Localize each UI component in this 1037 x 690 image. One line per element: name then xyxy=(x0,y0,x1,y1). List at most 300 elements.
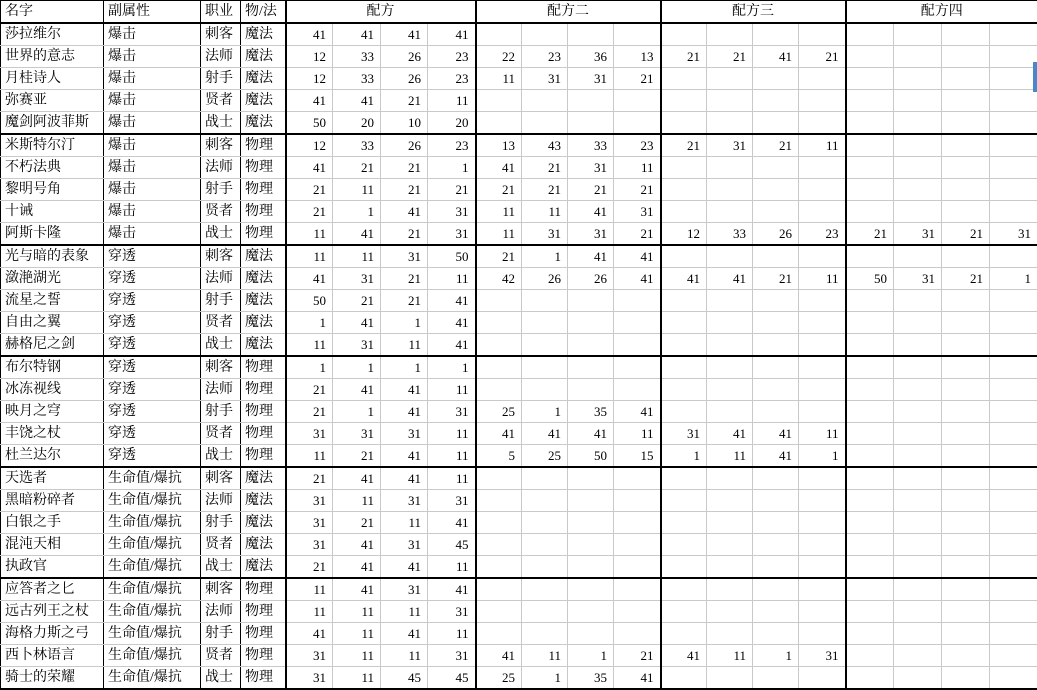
recipe3-value-cell[interactable] xyxy=(753,245,799,268)
sub-attr-cell[interactable]: 穿透 xyxy=(104,245,201,268)
recipe2-value-cell[interactable]: 11 xyxy=(614,423,661,445)
class-cell[interactable]: 刺客 xyxy=(201,578,241,601)
recipe1-value-cell[interactable]: 50 xyxy=(428,245,476,268)
recipe1-value-cell[interactable]: 31 xyxy=(286,645,333,667)
recipe4-value-cell[interactable] xyxy=(846,312,894,334)
recipe3-value-cell[interactable] xyxy=(661,312,707,334)
recipe2-value-cell[interactable] xyxy=(522,623,568,645)
class-cell[interactable]: 战士 xyxy=(201,112,241,135)
recipe1-value-cell[interactable]: 26 xyxy=(381,134,428,157)
recipe2-value-cell[interactable]: 35 xyxy=(568,667,614,690)
recipe3-value-cell[interactable] xyxy=(799,490,846,512)
recipe1-value-cell[interactable]: 21 xyxy=(428,179,476,201)
recipe2-value-cell[interactable]: 1 xyxy=(522,401,568,423)
recipe3-value-cell[interactable]: 41 xyxy=(753,46,799,68)
phys-magic-cell[interactable]: 物理 xyxy=(241,423,286,445)
recipe3-value-cell[interactable] xyxy=(799,179,846,201)
phys-magic-cell[interactable]: 魔法 xyxy=(241,334,286,357)
recipe3-value-cell[interactable] xyxy=(661,379,707,401)
recipe1-value-cell[interactable]: 41 xyxy=(428,312,476,334)
phys-magic-cell[interactable]: 物理 xyxy=(241,223,286,246)
phys-magic-cell[interactable]: 魔法 xyxy=(241,312,286,334)
recipe3-value-cell[interactable]: 11 xyxy=(799,423,846,445)
recipe1-value-cell[interactable]: 11 xyxy=(333,601,381,623)
recipe2-value-cell[interactable]: 41 xyxy=(476,645,522,667)
recipe4-value-cell[interactable] xyxy=(990,379,1037,401)
recipe2-value-cell[interactable] xyxy=(568,379,614,401)
recipe3-value-cell[interactable] xyxy=(661,601,707,623)
recipe2-value-cell[interactable] xyxy=(568,467,614,490)
recipe1-value-cell[interactable]: 41 xyxy=(286,157,333,179)
recipe4-value-cell[interactable]: 21 xyxy=(942,268,990,290)
recipe3-value-cell[interactable] xyxy=(753,157,799,179)
class-cell[interactable]: 刺客 xyxy=(201,23,241,46)
name-cell[interactable]: 执政官 xyxy=(1,556,104,579)
recipe2-value-cell[interactable]: 43 xyxy=(522,134,568,157)
recipe2-value-cell[interactable] xyxy=(614,534,661,556)
recipe4-value-cell[interactable] xyxy=(990,68,1037,90)
recipe2-value-cell[interactable] xyxy=(568,512,614,534)
recipe3-value-cell[interactable] xyxy=(661,245,707,268)
recipe2-value-cell[interactable] xyxy=(614,623,661,645)
recipe2-value-cell[interactable]: 33 xyxy=(568,134,614,157)
recipe4-value-cell[interactable] xyxy=(894,556,942,579)
sub-attr-cell[interactable]: 穿透 xyxy=(104,312,201,334)
class-cell[interactable]: 射手 xyxy=(201,401,241,423)
recipe3-value-cell[interactable] xyxy=(661,68,707,90)
recipe1-value-cell[interactable]: 45 xyxy=(428,667,476,690)
recipe3-value-cell[interactable] xyxy=(753,401,799,423)
recipe4-value-cell[interactable] xyxy=(894,356,942,379)
name-cell[interactable]: 不朽法典 xyxy=(1,157,104,179)
recipe1-value-cell[interactable]: 41 xyxy=(333,90,381,112)
recipe1-value-cell[interactable]: 1 xyxy=(333,401,381,423)
phys-magic-cell[interactable]: 物理 xyxy=(241,179,286,201)
class-cell[interactable]: 贤者 xyxy=(201,201,241,223)
recipe2-value-cell[interactable] xyxy=(522,556,568,579)
recipe1-value-cell[interactable]: 50 xyxy=(286,290,333,312)
recipe3-value-cell[interactable] xyxy=(707,312,753,334)
recipe3-value-cell[interactable] xyxy=(753,512,799,534)
recipe3-value-cell[interactable]: 41 xyxy=(661,268,707,290)
recipe3-value-cell[interactable] xyxy=(799,334,846,357)
recipe3-value-cell[interactable]: 41 xyxy=(661,645,707,667)
name-cell[interactable]: 冰冻视线 xyxy=(1,379,104,401)
recipe3-value-cell[interactable] xyxy=(799,90,846,112)
recipe2-value-cell[interactable] xyxy=(476,312,522,334)
phys-magic-cell[interactable]: 物理 xyxy=(241,157,286,179)
recipe2-value-cell[interactable] xyxy=(476,90,522,112)
phys-magic-cell[interactable]: 魔法 xyxy=(241,512,286,534)
class-cell[interactable]: 战士 xyxy=(201,334,241,357)
recipe2-value-cell[interactable]: 26 xyxy=(568,268,614,290)
recipe4-value-cell[interactable] xyxy=(846,245,894,268)
class-cell[interactable]: 刺客 xyxy=(201,134,241,157)
phys-magic-cell[interactable]: 魔法 xyxy=(241,90,286,112)
recipe2-value-cell[interactable] xyxy=(614,312,661,334)
recipe2-value-cell[interactable] xyxy=(568,334,614,357)
recipe3-value-cell[interactable]: 41 xyxy=(707,268,753,290)
recipe4-value-cell[interactable] xyxy=(990,490,1037,512)
recipe3-value-cell[interactable] xyxy=(753,601,799,623)
sub-attr-cell[interactable]: 爆击 xyxy=(104,157,201,179)
recipe2-value-cell[interactable] xyxy=(568,534,614,556)
recipe4-value-cell[interactable] xyxy=(942,334,990,357)
recipe3-value-cell[interactable] xyxy=(753,334,799,357)
recipe1-value-cell[interactable]: 11 xyxy=(428,90,476,112)
phys-magic-cell[interactable]: 魔法 xyxy=(241,290,286,312)
recipe2-value-cell[interactable]: 21 xyxy=(614,68,661,90)
class-cell[interactable]: 贤者 xyxy=(201,90,241,112)
recipe3-value-cell[interactable]: 26 xyxy=(753,223,799,246)
class-cell[interactable]: 刺客 xyxy=(201,245,241,268)
recipe1-value-cell[interactable]: 21 xyxy=(333,512,381,534)
recipe3-value-cell[interactable] xyxy=(707,401,753,423)
recipe2-value-cell[interactable] xyxy=(476,601,522,623)
recipe3-value-cell[interactable]: 1 xyxy=(661,445,707,468)
recipe4-value-cell[interactable] xyxy=(942,556,990,579)
recipe1-value-cell[interactable]: 21 xyxy=(381,90,428,112)
recipe1-value-cell[interactable]: 31 xyxy=(286,534,333,556)
recipe4-value-cell[interactable] xyxy=(846,68,894,90)
recipe4-value-cell[interactable] xyxy=(990,90,1037,112)
name-cell[interactable]: 杜兰达尔 xyxy=(1,445,104,468)
recipe1-value-cell[interactable]: 21 xyxy=(333,290,381,312)
recipe2-value-cell[interactable] xyxy=(568,23,614,46)
recipe1-value-cell[interactable]: 11 xyxy=(333,490,381,512)
sub-attr-cell[interactable]: 穿透 xyxy=(104,401,201,423)
phys-magic-cell[interactable]: 物理 xyxy=(241,401,286,423)
recipe4-value-cell[interactable] xyxy=(894,179,942,201)
recipe3-value-cell[interactable] xyxy=(661,201,707,223)
recipe1-value-cell[interactable]: 23 xyxy=(428,134,476,157)
name-cell[interactable]: 世界的意志 xyxy=(1,46,104,68)
recipe3-value-cell[interactable]: 31 xyxy=(661,423,707,445)
recipe1-value-cell[interactable]: 41 xyxy=(286,623,333,645)
recipe4-value-cell[interactable]: 21 xyxy=(846,223,894,246)
recipe3-value-cell[interactable]: 11 xyxy=(799,268,846,290)
class-cell[interactable]: 战士 xyxy=(201,667,241,690)
recipe3-value-cell[interactable]: 41 xyxy=(753,445,799,468)
recipe3-value-cell[interactable] xyxy=(661,490,707,512)
recipe4-value-cell[interactable] xyxy=(990,401,1037,423)
class-cell[interactable]: 贤者 xyxy=(201,534,241,556)
recipe2-value-cell[interactable]: 41 xyxy=(522,423,568,445)
class-cell[interactable]: 射手 xyxy=(201,512,241,534)
recipe4-value-cell[interactable] xyxy=(990,46,1037,68)
recipe3-value-cell[interactable] xyxy=(753,90,799,112)
recipe3-value-cell[interactable] xyxy=(799,23,846,46)
recipe4-value-cell[interactable] xyxy=(846,401,894,423)
recipe4-value-cell[interactable] xyxy=(990,601,1037,623)
recipe1-value-cell[interactable]: 41 xyxy=(333,556,381,579)
recipe1-value-cell[interactable]: 41 xyxy=(428,578,476,601)
recipe4-value-cell[interactable] xyxy=(942,534,990,556)
recipe2-value-cell[interactable]: 31 xyxy=(568,157,614,179)
class-cell[interactable]: 射手 xyxy=(201,623,241,645)
recipe3-value-cell[interactable] xyxy=(753,112,799,135)
recipe1-value-cell[interactable]: 1 xyxy=(428,157,476,179)
phys-magic-cell[interactable]: 魔法 xyxy=(241,490,286,512)
recipe4-value-cell[interactable] xyxy=(846,534,894,556)
phys-magic-cell[interactable]: 魔法 xyxy=(241,112,286,135)
recipe4-value-cell[interactable] xyxy=(846,667,894,690)
recipe2-value-cell[interactable]: 23 xyxy=(614,134,661,157)
recipe1-value-cell[interactable]: 41 xyxy=(381,467,428,490)
recipe2-value-cell[interactable]: 42 xyxy=(476,268,522,290)
sub-attr-cell[interactable]: 生命值/爆抗 xyxy=(104,645,201,667)
recipe1-value-cell[interactable]: 11 xyxy=(428,467,476,490)
recipe3-value-cell[interactable] xyxy=(707,512,753,534)
recipe2-value-cell[interactable]: 11 xyxy=(522,645,568,667)
recipe2-value-cell[interactable]: 22 xyxy=(476,46,522,68)
recipe1-value-cell[interactable]: 11 xyxy=(428,623,476,645)
recipe3-value-cell[interactable] xyxy=(661,556,707,579)
class-cell[interactable]: 战士 xyxy=(201,445,241,468)
recipe1-value-cell[interactable]: 31 xyxy=(286,667,333,690)
recipe2-value-cell[interactable] xyxy=(476,623,522,645)
recipe1-value-cell[interactable]: 31 xyxy=(381,423,428,445)
recipe3-value-cell[interactable] xyxy=(661,157,707,179)
class-cell[interactable]: 贤者 xyxy=(201,645,241,667)
recipe4-value-cell[interactable] xyxy=(894,534,942,556)
recipe2-value-cell[interactable] xyxy=(476,556,522,579)
recipe3-value-cell[interactable] xyxy=(707,379,753,401)
recipe1-value-cell[interactable]: 41 xyxy=(381,23,428,46)
recipe1-value-cell[interactable]: 26 xyxy=(381,46,428,68)
recipe2-value-cell[interactable]: 21 xyxy=(614,179,661,201)
recipe1-value-cell[interactable]: 23 xyxy=(428,46,476,68)
recipe4-value-cell[interactable] xyxy=(942,46,990,68)
recipe4-value-cell[interactable] xyxy=(942,68,990,90)
sub-attr-cell[interactable]: 爆击 xyxy=(104,46,201,68)
recipe3-value-cell[interactable] xyxy=(707,179,753,201)
recipe2-value-cell[interactable]: 35 xyxy=(568,401,614,423)
recipe1-value-cell[interactable]: 31 xyxy=(428,401,476,423)
recipe1-value-cell[interactable]: 33 xyxy=(333,68,381,90)
recipe1-value-cell[interactable]: 31 xyxy=(428,201,476,223)
recipe4-value-cell[interactable] xyxy=(990,467,1037,490)
recipe4-value-cell[interactable] xyxy=(990,356,1037,379)
recipe1-value-cell[interactable]: 31 xyxy=(333,268,381,290)
class-cell[interactable]: 战士 xyxy=(201,223,241,246)
name-cell[interactable]: 骑士的荣耀 xyxy=(1,667,104,690)
recipe1-value-cell[interactable]: 1 xyxy=(333,201,381,223)
recipe4-value-cell[interactable] xyxy=(894,623,942,645)
recipe4-value-cell[interactable] xyxy=(846,445,894,468)
recipe2-value-cell[interactable] xyxy=(614,334,661,357)
recipe2-value-cell[interactable] xyxy=(522,90,568,112)
recipe4-value-cell[interactable] xyxy=(894,490,942,512)
recipe4-value-cell[interactable] xyxy=(942,356,990,379)
recipe1-value-cell[interactable]: 11 xyxy=(286,601,333,623)
recipe3-value-cell[interactable] xyxy=(707,90,753,112)
sub-attr-cell[interactable]: 生命值/爆抗 xyxy=(104,534,201,556)
recipe2-value-cell[interactable]: 36 xyxy=(568,46,614,68)
recipe3-value-cell[interactable] xyxy=(753,356,799,379)
recipe2-value-cell[interactable] xyxy=(476,534,522,556)
recipe1-value-cell[interactable]: 21 xyxy=(286,201,333,223)
recipe3-value-cell[interactable] xyxy=(799,290,846,312)
recipe1-value-cell[interactable]: 41 xyxy=(286,23,333,46)
recipe3-value-cell[interactable] xyxy=(799,356,846,379)
recipe1-value-cell[interactable]: 31 xyxy=(286,512,333,534)
recipe1-value-cell[interactable]: 21 xyxy=(381,290,428,312)
recipe3-value-cell[interactable]: 21 xyxy=(753,268,799,290)
name-cell[interactable]: 应答者之匕 xyxy=(1,578,104,601)
phys-magic-cell[interactable]: 魔法 xyxy=(241,23,286,46)
recipe2-value-cell[interactable] xyxy=(568,578,614,601)
recipe2-value-cell[interactable] xyxy=(522,290,568,312)
recipe2-value-cell[interactable] xyxy=(614,112,661,135)
name-cell[interactable]: 米斯特尔汀 xyxy=(1,134,104,157)
recipe3-value-cell[interactable]: 21 xyxy=(707,46,753,68)
phys-magic-cell[interactable]: 物理 xyxy=(241,201,286,223)
recipe4-value-cell[interactable] xyxy=(846,90,894,112)
recipe1-value-cell[interactable]: 1 xyxy=(428,356,476,379)
recipe3-value-cell[interactable] xyxy=(707,578,753,601)
recipe3-value-cell[interactable]: 33 xyxy=(707,223,753,246)
recipe1-value-cell[interactable]: 11 xyxy=(428,268,476,290)
sub-attr-cell[interactable]: 爆击 xyxy=(104,68,201,90)
recipe2-value-cell[interactable] xyxy=(568,112,614,135)
recipe1-value-cell[interactable]: 41 xyxy=(381,556,428,579)
recipe2-value-cell[interactable] xyxy=(476,512,522,534)
sub-attr-cell[interactable]: 生命值/爆抗 xyxy=(104,601,201,623)
recipe2-value-cell[interactable] xyxy=(476,334,522,357)
recipe1-value-cell[interactable]: 31 xyxy=(333,334,381,357)
recipe2-value-cell[interactable]: 41 xyxy=(476,157,522,179)
recipe1-value-cell[interactable]: 31 xyxy=(333,423,381,445)
recipe4-value-cell[interactable] xyxy=(942,245,990,268)
recipe2-value-cell[interactable] xyxy=(522,534,568,556)
recipe4-value-cell[interactable] xyxy=(942,112,990,135)
recipe4-value-cell[interactable] xyxy=(942,667,990,690)
recipe1-value-cell[interactable]: 11 xyxy=(381,601,428,623)
recipe4-value-cell[interactable] xyxy=(846,645,894,667)
recipe1-value-cell[interactable]: 41 xyxy=(333,379,381,401)
recipe4-value-cell[interactable] xyxy=(990,179,1037,201)
sub-attr-cell[interactable]: 穿透 xyxy=(104,356,201,379)
class-cell[interactable]: 法师 xyxy=(201,490,241,512)
recipe4-value-cell[interactable]: 50 xyxy=(846,268,894,290)
recipe2-value-cell[interactable] xyxy=(568,490,614,512)
recipe3-value-cell[interactable] xyxy=(799,578,846,601)
recipe3-value-cell[interactable] xyxy=(753,534,799,556)
recipe2-value-cell[interactable]: 11 xyxy=(476,201,522,223)
recipe3-value-cell[interactable] xyxy=(707,201,753,223)
recipe3-value-cell[interactable]: 1 xyxy=(799,445,846,468)
recipe4-value-cell[interactable]: 31 xyxy=(894,223,942,246)
recipe2-value-cell[interactable]: 31 xyxy=(522,223,568,246)
recipe2-value-cell[interactable] xyxy=(476,467,522,490)
header-recipe-2[interactable]: 配方二 xyxy=(476,1,661,24)
recipe4-value-cell[interactable] xyxy=(846,290,894,312)
recipe3-value-cell[interactable] xyxy=(661,23,707,46)
name-cell[interactable]: 光与暗的表象 xyxy=(1,245,104,268)
recipe3-value-cell[interactable] xyxy=(661,290,707,312)
recipe1-value-cell[interactable]: 12 xyxy=(286,46,333,68)
recipe3-value-cell[interactable] xyxy=(799,379,846,401)
recipe3-value-cell[interactable] xyxy=(799,68,846,90)
recipe1-value-cell[interactable]: 11 xyxy=(381,334,428,357)
recipe4-value-cell[interactable] xyxy=(990,245,1037,268)
sub-attr-cell[interactable]: 生命值/爆抗 xyxy=(104,512,201,534)
recipe3-value-cell[interactable]: 31 xyxy=(707,134,753,157)
recipe3-value-cell[interactable] xyxy=(753,623,799,645)
recipe4-value-cell[interactable]: 1 xyxy=(990,268,1037,290)
recipe4-value-cell[interactable] xyxy=(990,134,1037,157)
recipe1-value-cell[interactable]: 41 xyxy=(333,534,381,556)
recipe1-value-cell[interactable]: 21 xyxy=(381,179,428,201)
recipe2-value-cell[interactable] xyxy=(614,512,661,534)
recipe3-value-cell[interactable] xyxy=(799,534,846,556)
class-cell[interactable]: 法师 xyxy=(201,157,241,179)
recipe3-value-cell[interactable]: 21 xyxy=(661,134,707,157)
recipe4-value-cell[interactable]: 31 xyxy=(894,268,942,290)
sub-attr-cell[interactable]: 爆击 xyxy=(104,90,201,112)
recipe3-value-cell[interactable] xyxy=(707,334,753,357)
recipe3-value-cell[interactable]: 21 xyxy=(753,134,799,157)
recipe1-value-cell[interactable]: 31 xyxy=(381,490,428,512)
recipe2-value-cell[interactable]: 41 xyxy=(614,667,661,690)
recipe3-value-cell[interactable]: 11 xyxy=(707,445,753,468)
recipe4-value-cell[interactable] xyxy=(990,334,1037,357)
recipe2-value-cell[interactable]: 41 xyxy=(568,423,614,445)
recipe1-value-cell[interactable]: 11 xyxy=(333,645,381,667)
recipe4-value-cell[interactable] xyxy=(894,112,942,135)
recipe1-value-cell[interactable]: 11 xyxy=(333,245,381,268)
recipe2-value-cell[interactable] xyxy=(476,112,522,135)
recipe4-value-cell[interactable] xyxy=(990,623,1037,645)
recipe3-value-cell[interactable] xyxy=(799,623,846,645)
class-cell[interactable]: 法师 xyxy=(201,268,241,290)
recipe4-value-cell[interactable] xyxy=(894,290,942,312)
recipe2-value-cell[interactable]: 15 xyxy=(614,445,661,468)
recipe2-value-cell[interactable] xyxy=(614,23,661,46)
recipe1-value-cell[interactable]: 11 xyxy=(286,334,333,357)
header-phys-magic[interactable]: 物/法 xyxy=(241,1,286,24)
recipe3-value-cell[interactable] xyxy=(799,312,846,334)
recipe1-value-cell[interactable]: 41 xyxy=(428,512,476,534)
name-cell[interactable]: 潋滟湖光 xyxy=(1,268,104,290)
recipe2-value-cell[interactable] xyxy=(568,356,614,379)
recipe2-value-cell[interactable] xyxy=(614,490,661,512)
sub-attr-cell[interactable]: 穿透 xyxy=(104,423,201,445)
recipe3-value-cell[interactable] xyxy=(661,112,707,135)
phys-magic-cell[interactable]: 魔法 xyxy=(241,46,286,68)
name-cell[interactable]: 丰饶之杖 xyxy=(1,423,104,445)
recipe2-value-cell[interactable] xyxy=(476,578,522,601)
recipe3-value-cell[interactable] xyxy=(753,379,799,401)
recipe4-value-cell[interactable] xyxy=(942,290,990,312)
recipe3-value-cell[interactable]: 12 xyxy=(661,223,707,246)
recipe4-value-cell[interactable] xyxy=(846,157,894,179)
class-cell[interactable]: 战士 xyxy=(201,556,241,579)
recipe2-value-cell[interactable]: 25 xyxy=(476,667,522,690)
recipe2-value-cell[interactable] xyxy=(522,467,568,490)
recipe4-value-cell[interactable] xyxy=(894,379,942,401)
recipe4-value-cell[interactable] xyxy=(846,578,894,601)
sub-attr-cell[interactable]: 穿透 xyxy=(104,379,201,401)
recipe1-value-cell[interactable]: 21 xyxy=(381,157,428,179)
recipe3-value-cell[interactable] xyxy=(799,112,846,135)
recipe1-value-cell[interactable]: 41 xyxy=(381,379,428,401)
recipe2-value-cell[interactable]: 23 xyxy=(522,46,568,68)
recipe1-value-cell[interactable]: 31 xyxy=(381,245,428,268)
name-cell[interactable]: 布尔特钢 xyxy=(1,356,104,379)
recipe2-value-cell[interactable]: 11 xyxy=(614,157,661,179)
